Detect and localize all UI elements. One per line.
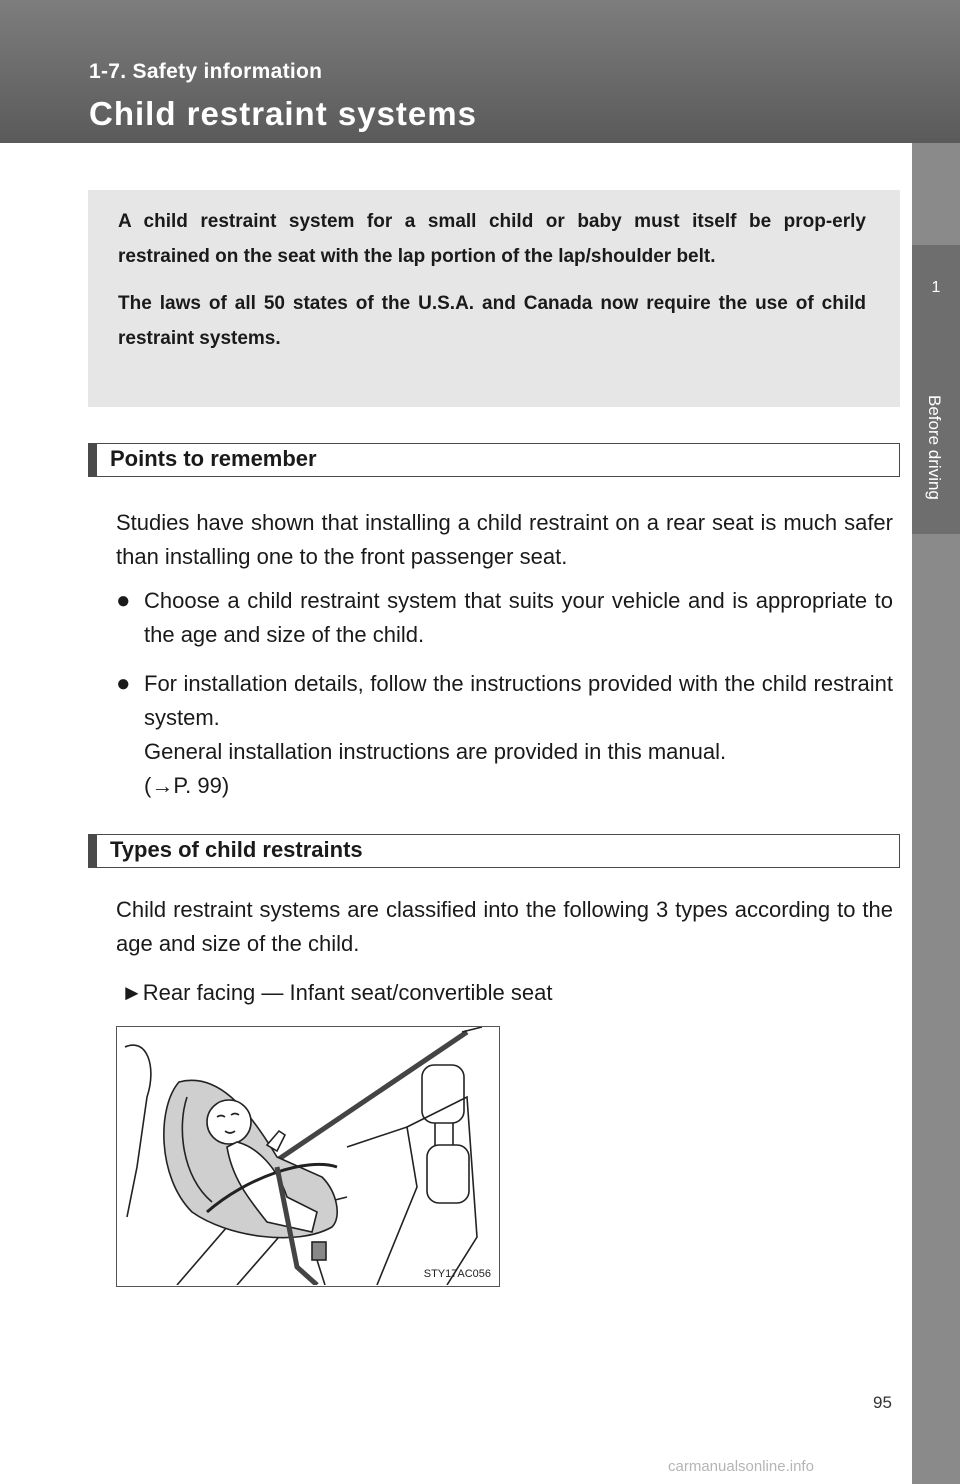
section-label: 1-7. Safety information — [89, 60, 323, 83]
seat-back-right — [407, 1097, 477, 1285]
types-heading-bar — [88, 834, 900, 868]
page-header — [0, 0, 960, 143]
baby-head — [207, 1100, 251, 1144]
bullet-text-2 — [144, 667, 893, 803]
chapter-side-tab — [912, 0, 960, 1484]
types-item-1-text: Rear facing — Infant seat/convertible seat — [142, 980, 553, 1005]
bullet-icon: ● — [116, 587, 131, 614]
page-title: Child restraint systems — [89, 95, 477, 132]
intro-box — [88, 190, 900, 407]
shoulder-belt — [267, 1032, 467, 1167]
types-item-1 — [121, 976, 552, 1010]
infant-seat-figure — [116, 1026, 500, 1287]
types-body: Child restraint systems are classified into the following 3 types according to the age and size of the child. — [116, 897, 893, 956]
belt-buckle — [312, 1242, 326, 1260]
figure-code: STY17AC056 — [423, 1268, 491, 1280]
bullet-text-1: Choose a child restraint system that suits your vehicle and is appropriate to the age and size of the child. — [144, 588, 893, 647]
seat-back-outline — [347, 1127, 417, 1285]
headrest-upper — [422, 1065, 464, 1123]
page-reference-link[interactable]: (→P. 99) — [144, 773, 230, 798]
types-heading: Types of child restraints — [110, 837, 363, 862]
bullet-icon: ● — [116, 670, 131, 697]
bullet-2-line-2: General installation instructions are provided in this manual. — [144, 739, 727, 764]
intro-paragraph-1: A child restraint system for a small child or baby must itself be prop-erly restrained on the seat with the lap portion of the lap/shoulder belt. — [118, 211, 866, 267]
watermark: carmanualsonline.info — [668, 1458, 814, 1475]
points-heading: Points to remember — [110, 446, 317, 471]
bullet-item-1 — [116, 584, 893, 652]
side-tab-bottom — [912, 534, 960, 1484]
chapter-number: 1 — [912, 245, 960, 379]
intro-paragraph-2: The laws of all 50 states of the U.S.A. and Canada now require the use of child restraint systems. — [118, 293, 866, 349]
bullet-item-2 — [116, 667, 893, 803]
points-heading-bar — [88, 443, 900, 477]
page-number: 95 — [873, 1393, 892, 1412]
bullet-2-line-1: For installation details, follow the instructions provided with the child restraint system. — [144, 671, 893, 730]
points-body: Studies have shown that installing a child restraint on a rear seat is much safer than installing one to the front passenger seat. — [116, 510, 893, 569]
headrest-lower — [427, 1145, 469, 1203]
chapter-label: Before driving — [925, 395, 944, 500]
infant-seat-illustration — [117, 1027, 498, 1285]
arrow-bullet-icon: ► — [121, 980, 143, 1005]
front-seat-outline — [125, 1045, 151, 1217]
side-tab-top — [912, 143, 960, 245]
